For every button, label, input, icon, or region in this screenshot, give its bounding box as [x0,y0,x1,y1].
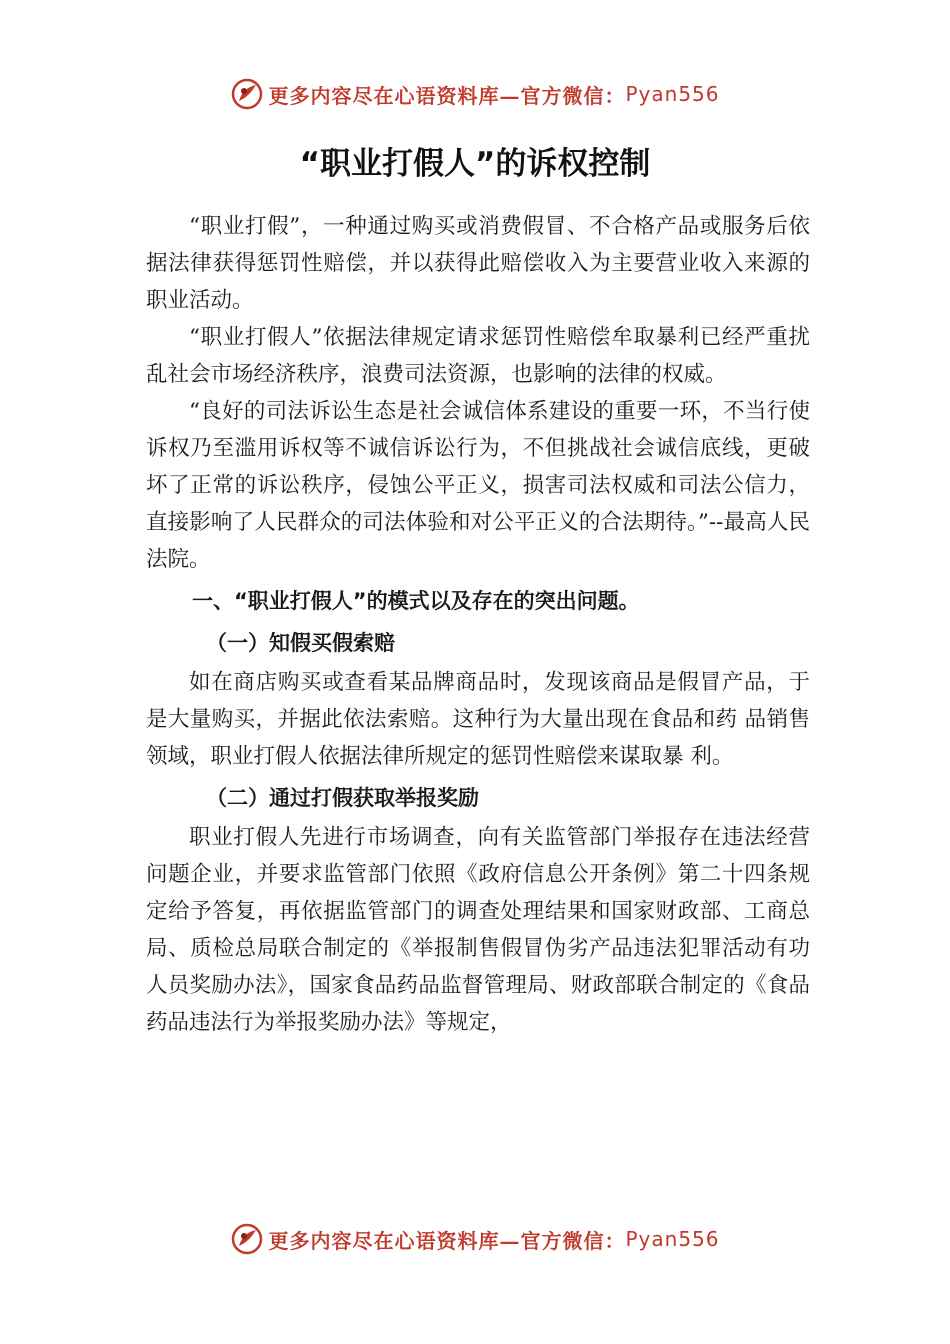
logo-icon [230,1222,264,1256]
banner-text: 更多内容尽在心语资料库—官方微信： [268,1228,626,1253]
paragraph: 如在商店购买或查看某品牌商品时，发现该商品是假冒产品，于是大量购买，并据此依法索赔。这种行为大量出现在食品和药 品销售领域，职业打假人依据法律所规定的惩罚性赔偿来谋取暴 利。 [146,670,810,769]
paragraph: “职业打假人”依据法律规定请求惩罚性赔偿牟取暴利已经严重扰乱社会市场经济秩序，浪费司法资源，也影响的法律的权威。 [146,325,810,387]
footer-banner [0,1219,950,1259]
paragraph: 职业打假人先进行市场调查，向有关监管部门举报存在违法经营问题企业，并要求监管部门依照《政府信息公开条例》第二十四条规定给予答复，再依据监管部门的调查处理结果和国家财政部、工商总局、质检总局联合制定的《举报制售假冒伪劣产品违法犯罪活动有功人员奖励办法》，国家食品药品监督管理局、财政部联合制定的《食品药品违法行为举报奖励办法》等规定， [146,825,810,1035]
banner-text: 更多内容尽在心语资料库—官方微信： [268,83,626,108]
header-banner [0,74,950,114]
paragraph: “职业打假”，一种通过购买或消费假冒、不合格产品或服务后依据法律获得惩罚性赔偿，并以获得此赔偿收入为主要营业收入来源的职业活动。 [146,214,810,313]
subsection-heading: （一）知假买假索赔 [206,631,395,655]
document-body [146,208,810,1041]
page-title: “职业打假人”的诉权控制 [299,146,651,182]
subsection-heading: （二）通过打假获取举报奖励 [206,786,479,810]
banner-wechat-id: Pyan556 [625,1227,720,1251]
paragraph: “良好的司法诉讼生态是社会诚信体系建设的重要一环，不当行使诉权乃至滥用诉权等不诚信诉讼行为，不但挑战社会诚信底线，更破坏了正常的诉讼秩序，侵蚀公平正义，损害司法权威和司法公信力，直接影响了人民群众的司法体验和对公平正义的合法期待。”--最高人民法院。 [146,399,810,572]
section-heading: 一、“职业打假人”的模式以及存在的突出问题。 [192,589,640,613]
banner-wechat-id: Pyan556 [625,82,720,106]
logo-icon [230,77,264,111]
